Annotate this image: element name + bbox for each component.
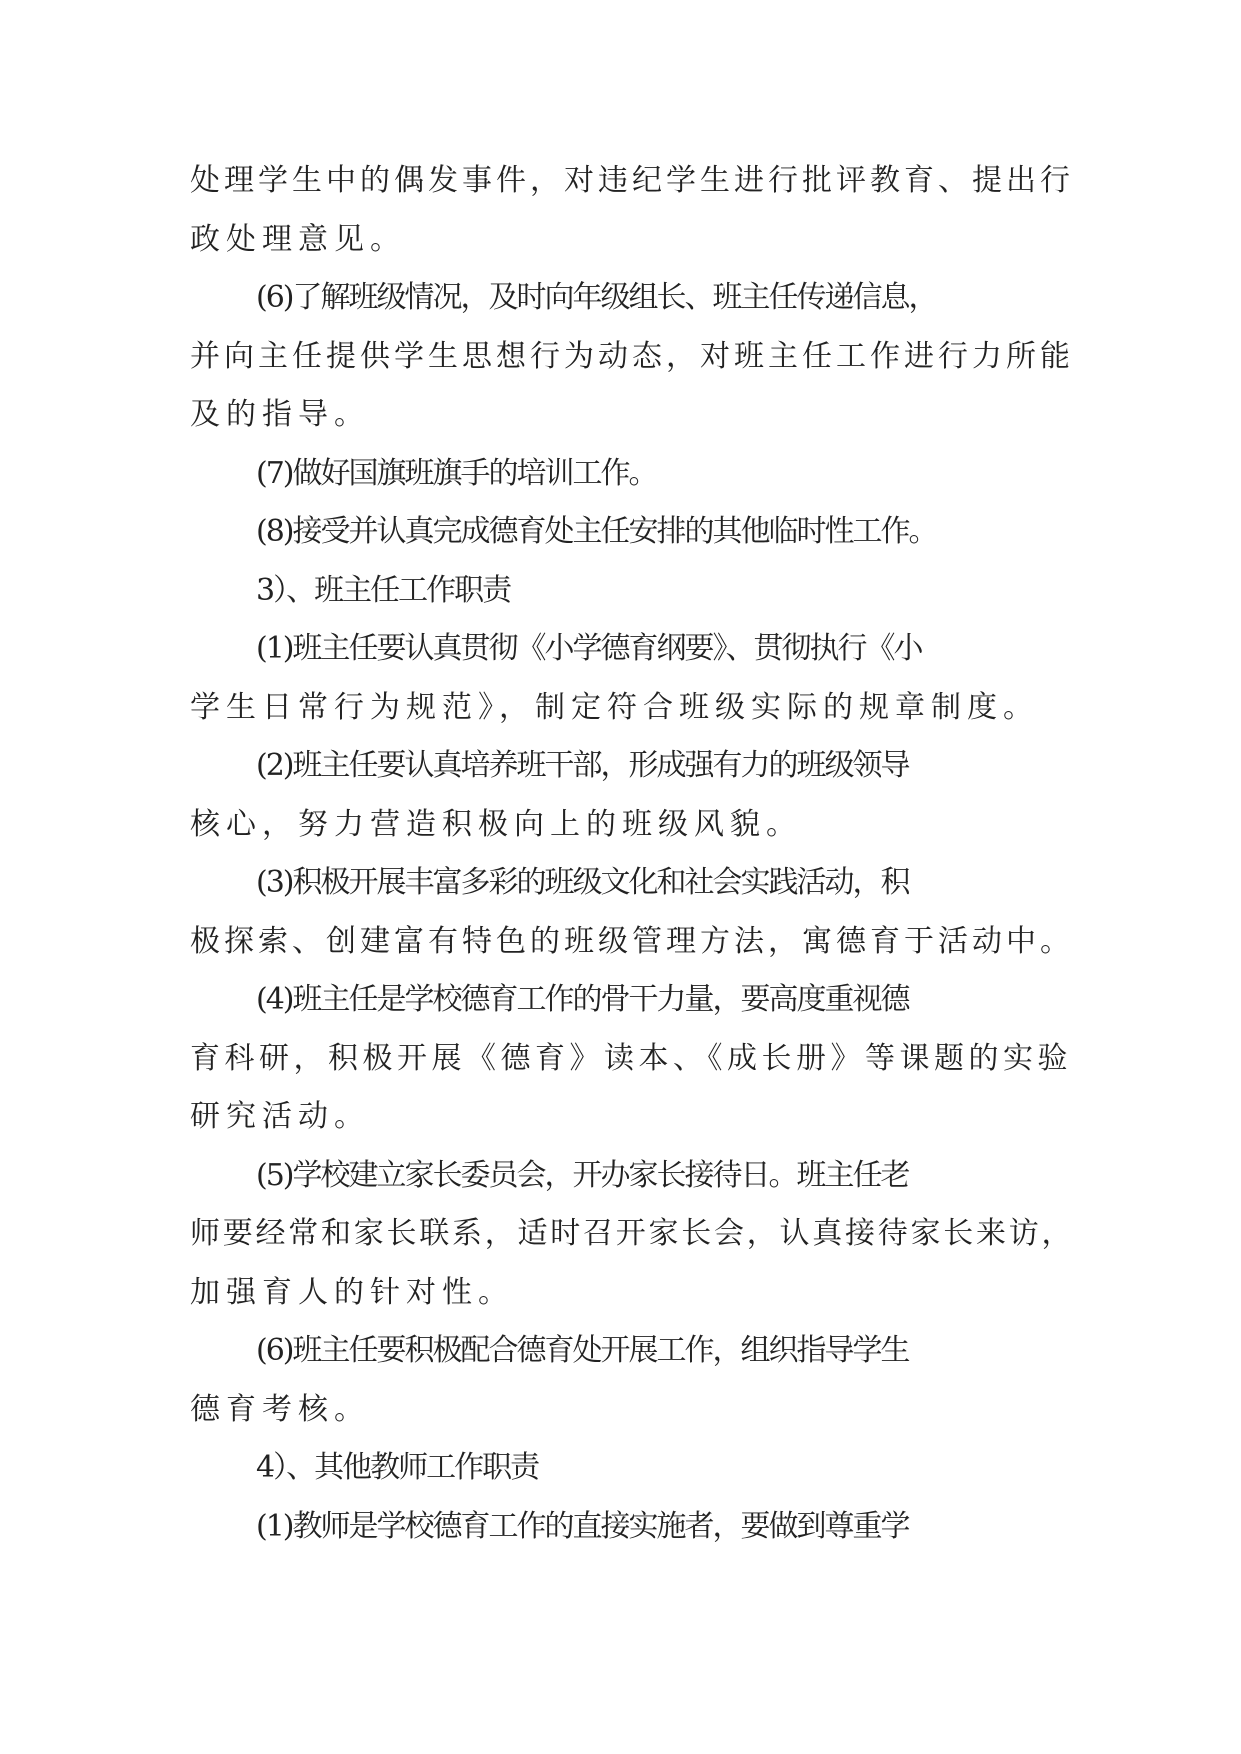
paragraph	[190, 1498, 1070, 1557]
text-line: 学生日常行为规范》，制定符合班级实际的规章制度。	[190, 689, 1039, 725]
text-line: 政处理意见。	[190, 221, 406, 257]
text-line: (1)教师是学校德育工作的直接实施者，要做到尊重学	[256, 1508, 909, 1544]
text-line: (2)班主任要认真培养班干部，形成强有力的班级领导	[256, 748, 909, 783]
text-line: 4）、其他教师工作职责	[256, 1450, 539, 1485]
text-line: (1)班主任要认真贯彻《小学德育纲要》、贯彻执行《小	[256, 631, 922, 666]
text-line: 并向主任提供学生思想行为动态，对班主任工作进行力所能	[190, 338, 1074, 374]
paragraph	[190, 269, 1074, 445]
text-line: (4)班主任是学校德育工作的骨干力量，要高度重视德	[256, 982, 909, 1017]
paragraph	[190, 737, 1070, 854]
paragraph	[190, 1439, 1070, 1498]
paragraph	[190, 854, 1074, 971]
document-body	[190, 152, 1075, 1556]
text-line: 育科研，积极开展《德育》读本、《成长册》等课题的实验	[190, 1040, 1072, 1076]
text-line: 师要经常和家长联系，适时召开家长会，认真接待家长来访，	[190, 1216, 1075, 1251]
text-line: (6)班主任要积极配合德育处开展工作，组织指导学生	[256, 1333, 909, 1368]
text-line: 及的指导。	[190, 397, 370, 432]
text-line: 研究活动。	[190, 1099, 370, 1134]
text-line: (6)了解班级情况，及时向年级组长、班主任传递信息，	[256, 280, 937, 315]
text-line: 极探索、创建富有特色的班级管理方法，寓德育于活动中。	[190, 923, 1074, 959]
paragraph	[190, 445, 1070, 504]
text-line: (8)接受并认真完成德育处主任安排的其他临时性工作。	[256, 514, 937, 549]
paragraph	[190, 503, 1070, 562]
paragraph	[190, 562, 1070, 621]
text-line: 加强育人的针对性。	[190, 1274, 514, 1310]
text-line: 3）、班主任工作职责	[256, 572, 511, 608]
text-line: (3)积极开展丰富多彩的班级文化和社会实践活动，积	[256, 865, 909, 900]
text-line: (5)学校建立家长委员会，开办家长接待日。班主任老	[256, 1157, 909, 1193]
text-line: 处理学生中的偶发事件，对违纪学生进行批评教育、提出行	[190, 163, 1074, 198]
paragraph	[190, 620, 1070, 737]
paragraph	[190, 152, 1074, 269]
paragraph	[190, 1147, 1075, 1323]
paragraph	[190, 971, 1070, 1147]
text-line: 核心，努力营造积极向上的班级风貌。	[190, 806, 802, 842]
text-line: (7)做好国旗班旗手的培训工作。	[256, 455, 657, 491]
text-line: 德育考核。	[190, 1391, 370, 1427]
paragraph	[190, 1322, 1070, 1439]
